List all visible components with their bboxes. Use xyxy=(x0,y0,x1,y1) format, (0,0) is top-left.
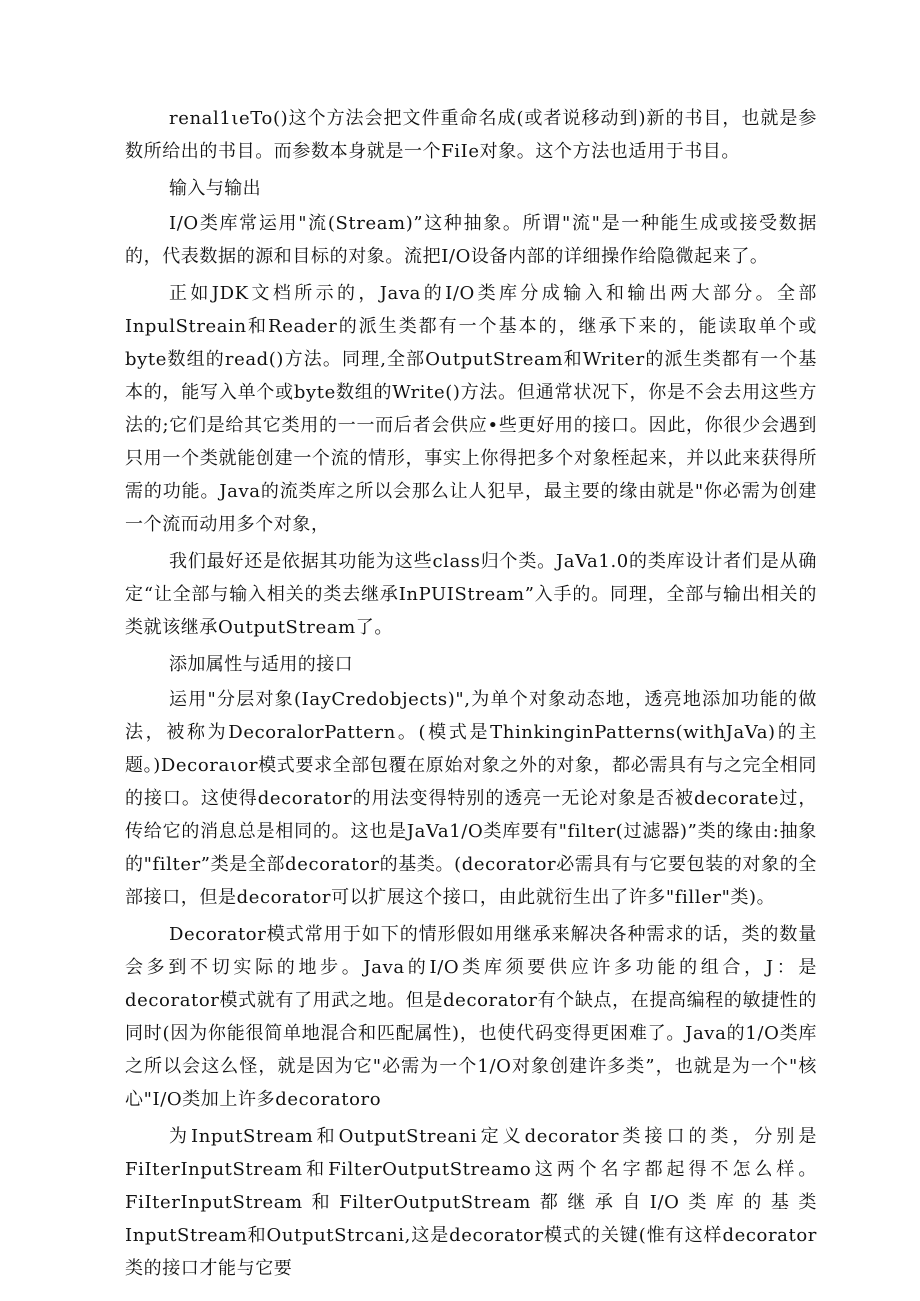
paragraph-filter-streams: 为InputStream和OutputStreani定义decorator类接口的类，分别是FiIterInputStream和FilterOutputStreamo这两个名字都起得不怎么样。FiIterInputStream和FilterOutputStream都继承自I/O类库的基类InputStream和OutputStrcani,这是decorator模式的关键(惟有这样decorator类的接口才能与它要 xyxy=(125,1126,817,1279)
paragraph-jdk-io-library: 正如JDK文档所示的，Java的I/O类库分成输入和输出两大部分。全部InpulStreain和Reader的派生类都有一个基本的，继承下来的，能读取单个或byte数组的read()方法。同理,全部OutputStream和Writer的派生类都有一个基本的，能写入单个或byte数组的Write()方法。但通常状况下，你是不会去用这些方法的;它们是给其它类用的一一而后者会供应•些更好用的接口。因此，你很少会遇到只用一个类就能创建一个流的情形，事实上你得把多个对象桎起来，并以此来获得所需的功能。Java的流类库之所以会那么让人犯早，最主要的缘由就是"你必需为创建一个流而动用多个对象， xyxy=(125,283,817,535)
paragraph-decorator-usage: Decorator模式常用于如下的情形假如用继承来解决各种需求的话，类的数量会多到不切实际的地步。Java的I/O类库须要供应许多功能的组合，J：是decorator模式就有了用武之地。但是decorator有个缺点，在提高编程的敏捷性的同时(因为你能很简单地混合和匹配属性)，也使代码变得更困难了。Java的1/O类库之所以会这么怪，就是因为它"必需为一个1/O对象创建许多类”，也就是为一个"核心"I/O类加上许多decoratoro xyxy=(125,924,817,1110)
paragraph-decorator-pattern: 运用"分层对象(IayCredobjects)",为单个对象动态地，透亮地添加功能的做法，被称为DecoralorPattern。(模式是ThinkinginPatterns(withJaVa)的主题。)Decoraιor模式要求全部包覆在原始对象之外的对象，都必需具有与之完全相同的接口。这使得decorator的用法变得特别的透亮一无论对象是否被decorate过，传给它的消息总是相同的。这也是JaVa1/O类库要有"filter(过滤器)”类的缘由:抽象的"filter”类是全部decorator的基类。(decorator必需具有与它要包装的对象的全部接口，但是decorator可以扩展这个接口，由此就衍生出了许多"filler"类)。 xyxy=(125,689,817,908)
heading-attributes-interfaces: 添加属性与适用的接口 xyxy=(169,654,353,675)
paragraph-class-categories: 我们最好还是依据其功能为这些class归个类。JaVa1.0的类库设计者们是从确定“让全部与输入相关的类去继承InPUIStream”入手的。同理，全部与输出相关的类就该继承OutputStream了。 xyxy=(125,551,817,638)
heading-input-output: 输入与输出 xyxy=(169,178,261,199)
paragraph-rename: renal1ιeTo()这个方法会把文件重命名成(或者说移动到)新的书目，也就是参数所给出的书目。而参数本身就是一个FiIe对象。这个方法也适用于书目。 xyxy=(125,108,817,162)
paragraph-stream-abstraction: I/O类库常运用"流(Stream)”这种抽象。所谓"流"是一种能生成或接受数据的，代表数据的源和目标的对象。流把I/O设备内部的详细操作给隐微起来了。 xyxy=(125,213,817,267)
document-page xyxy=(125,102,817,1289)
